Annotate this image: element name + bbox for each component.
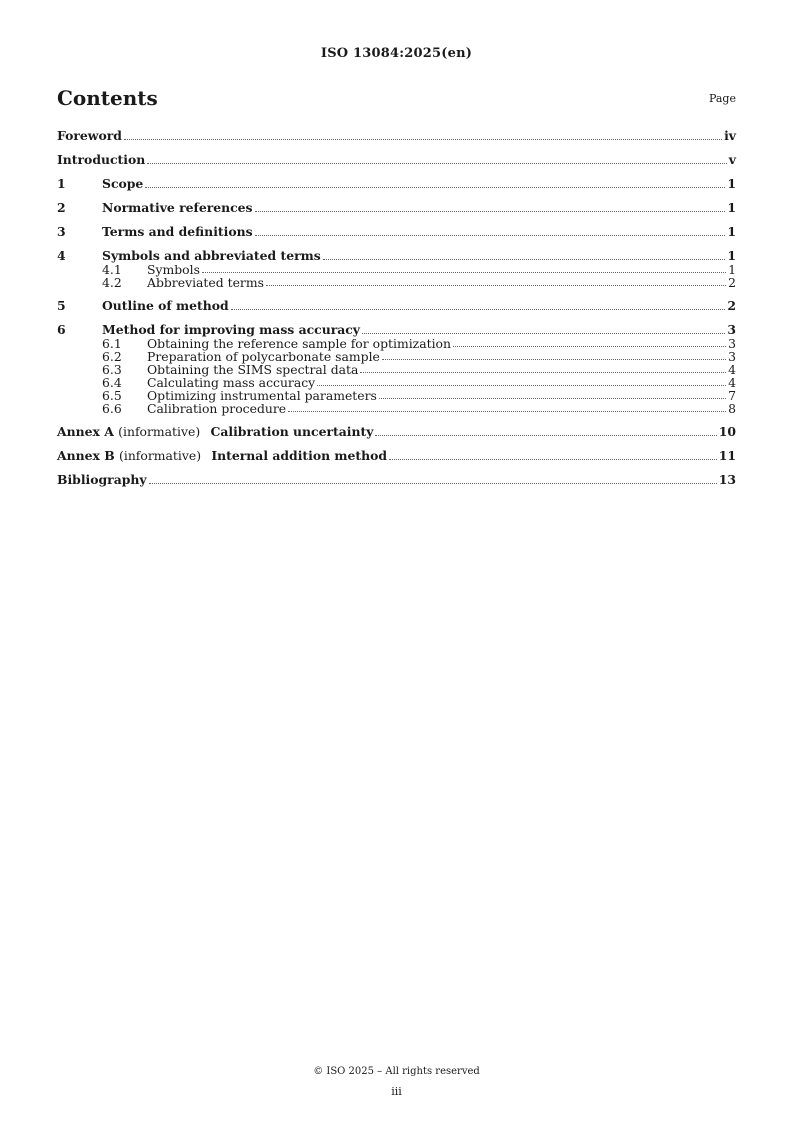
toc-entry-title[interactable]: Calibration procedure [147,401,287,416]
toc-entry-title[interactable]: Terms and definitions [102,224,253,239]
dot-leader [124,136,722,140]
toc-entry-symbols-abbreviated-terms[interactable] [57,248,736,263]
toc-entry-page: 1 [727,224,736,239]
contents-title: Contents [57,86,158,110]
toc-entry-page: 3 [728,349,736,364]
toc-entry-page: 2 [727,298,736,313]
toc-entry-number: 6.6 [102,401,122,416]
toc-entry-number: 2 [57,200,66,215]
toc-entry-number: 4 [57,248,66,263]
dot-leader [375,432,716,436]
toc-entry-number: 6.1 [102,336,122,351]
toc-subentry-4-2[interactable] [57,276,736,289]
toc-entry-title[interactable]: Foreword [57,128,122,143]
toc-entry-method-mass-accuracy[interactable] [57,322,736,337]
toc-entry-title[interactable]: Symbols and abbreviated terms [102,248,321,263]
toc-entry-title[interactable]: Scope [102,176,144,191]
toc-entry-number: 6.3 [102,362,122,377]
dot-leader [202,269,726,273]
toc-entry-page: 4 [728,375,736,390]
annex-informative: (informative) [119,448,202,463]
toc-entry-page: 10 [718,424,736,439]
toc-entry-page: 1 [727,176,736,191]
toc-entry-foreword[interactable] [57,128,736,143]
toc-entry-title[interactable]: Symbols [147,262,200,277]
toc-entry-title[interactable]: Method for improving mass accuracy [102,322,361,337]
dot-leader [453,343,726,347]
toc-entry-number: 6.2 [102,349,122,364]
annex-title: Internal addition method [211,448,388,463]
toc-entry-page: 11 [718,448,736,463]
dot-leader [147,160,727,164]
toc-entry-page: 1 [728,262,736,277]
toc-entry-bibliography[interactable] [57,472,736,487]
dot-leader [149,480,717,484]
toc-entry-number: 4.2 [102,275,122,290]
dot-leader [382,356,726,360]
dot-leader [389,456,717,460]
toc-entry-page: 3 [728,336,736,351]
toc-entry-outline-of-method[interactable] [57,298,736,313]
toc-entry-page: 13 [718,472,736,487]
toc-entry-title[interactable]: Normative references [102,200,253,215]
dot-leader [145,184,725,188]
dot-leader [323,256,726,260]
toc-entry-scope[interactable] [57,176,736,191]
toc-entry-annex-b[interactable] [57,448,736,463]
toc-entry-number: 1 [57,176,66,191]
toc-entry-page: 3 [727,322,736,337]
toc-entry-number: 5 [57,298,66,313]
document-header: ISO 13084:2025(en) [320,46,473,61]
toc-entry-page: 7 [728,388,736,403]
toc-entry-page: 8 [728,401,736,416]
dot-leader [317,382,726,386]
annex-label: Annex B [57,448,115,463]
toc-entry-introduction[interactable] [57,152,736,167]
dot-leader [288,408,726,412]
toc-entry-number: 6.5 [102,388,122,403]
toc-entry-number: 4.1 [102,262,122,277]
toc-entry-page: iv [724,128,736,143]
dot-leader [255,208,726,212]
dot-leader [362,330,725,334]
annex-informative: (informative) [118,424,201,439]
toc-entry-title[interactable]: Abbreviated terms [147,275,264,290]
toc-entry-number: 6 [57,322,66,337]
table-of-contents [57,128,736,487]
toc-entry-page: v [728,152,736,167]
toc-entry-page: 2 [728,275,736,290]
toc-entry-number: 6.4 [102,375,122,390]
dot-leader [231,306,726,310]
toc-entry-page: 4 [728,362,736,377]
toc-entry-title[interactable]: Introduction [57,152,146,167]
footer-page-number: iii [391,1085,402,1098]
toc-entry-annex-a[interactable] [57,424,736,439]
toc-entry-normative-references[interactable] [57,200,736,215]
annex-title: Calibration uncertainty [210,424,374,439]
toc-entry-terms-definitions[interactable] [57,224,736,239]
dot-leader [379,395,726,399]
toc-entry-title[interactable] [57,448,387,463]
page-column-label: Page [708,92,736,105]
toc-entry-title[interactable]: Preparation of polycarbonate sample [147,349,380,364]
toc-entry-title[interactable]: Bibliography [57,472,147,487]
toc-entry-page: 1 [727,200,736,215]
toc-entry-title[interactable]: Obtaining the SIMS spectral data [147,362,359,377]
dot-leader [266,282,726,286]
toc-subentry-6-6[interactable] [57,402,736,415]
toc-entry-number: 3 [57,224,66,239]
toc-entry-title[interactable]: Calculating mass accuracy [147,375,316,390]
toc-entry-title[interactable] [57,424,373,439]
annex-label: Annex A [57,424,114,439]
dot-leader [255,232,726,236]
dot-leader [360,369,726,373]
footer-copyright: © ISO 2025 – All rights reserved [313,1066,480,1077]
toc-entry-title[interactable]: Optimizing instrumental parameters [147,388,377,403]
toc-entry-title[interactable]: Obtaining the reference sample for optimization [147,336,451,351]
toc-entry-page: 1 [727,248,736,263]
toc-entry-title[interactable]: Outline of method [102,298,229,313]
